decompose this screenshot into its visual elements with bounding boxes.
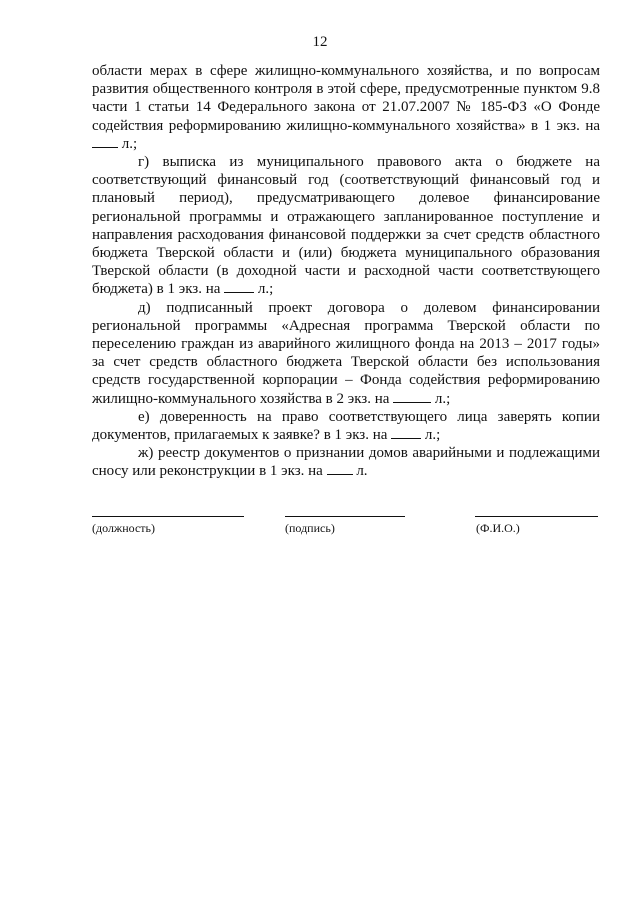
- paragraph-tail: л.: [352, 463, 368, 480]
- document-body: [92, 62, 600, 481]
- position-label: (должность): [92, 521, 155, 535]
- page-count-blank: [393, 390, 431, 403]
- page-count-blank: [224, 280, 254, 293]
- page-count-blank: [327, 462, 353, 475]
- paragraph-zh: [92, 444, 600, 480]
- paragraph-continuation: [92, 62, 600, 153]
- paragraph-g: [92, 153, 600, 299]
- position-signature-line: [92, 516, 244, 517]
- paragraph-text: ж) реестр документов о признании домов аварийными и подлежащими сносу или реконструкции в 1 экз. на: [92, 445, 600, 480]
- paragraph-tail: л.;: [421, 427, 441, 444]
- page-count-blank: [92, 135, 118, 148]
- signature-label: (подпись): [285, 521, 335, 535]
- signature-line: [285, 516, 405, 517]
- page-number: 12: [312, 34, 328, 50]
- name-signature-line: [475, 516, 598, 517]
- paragraph-e: [92, 408, 600, 444]
- paragraph-tail: л.;: [431, 390, 451, 407]
- paragraph-d: [92, 299, 600, 408]
- paragraph-text: области мерах в сфере жилищно-коммунального хозяйства, и по вопросам развития общественного контроля в этой сфере, предусмотренные пунктом 9.8 части 1 статьи 14 Федерального закона от 21.07.2007 № 185-ФЗ «О Фонде содействия реформированию жилищно-коммунального хозяйства» в 1 экз. на: [92, 63, 600, 134]
- paragraph-text: г) выписка из муниципального правового акта о бюджете на соответствующий финансовый год (соответствующий финансовый год и плановый период), предусматривающего долевое финансирование региональной программы и отражающего запланированное поступление и направления расходования финансовой поддержки за счет средств областного бюджета Тверской области и (или) бюджета муниципального образования Тверской области (в доходной части и расходной части соответствующего бюджета) в 1 экз. на: [92, 154, 600, 298]
- page-count-blank: [391, 426, 421, 439]
- paragraph-tail: л.;: [254, 281, 274, 298]
- paragraph-text: е) доверенность на право соответствующего лица заверять копии документов, прилагаемых к заявке? в 1 экз. на: [92, 408, 600, 444]
- paragraph-tail: л.;: [118, 135, 138, 152]
- paragraph-text: д) подписанный проект договора о долевом финансировании региональной программы «Адресная программа Тверской области по переселению граждан из аварийного жилищного фонда на 2013 – 2017 годы» за счет средств областного бюджета Тверской области без использования средств государственной корпорации – Фонда содействия реформированию жилищно-коммунального хозяйства в 2 экз. на: [92, 299, 600, 407]
- name-label: (Ф.И.О.): [476, 521, 520, 535]
